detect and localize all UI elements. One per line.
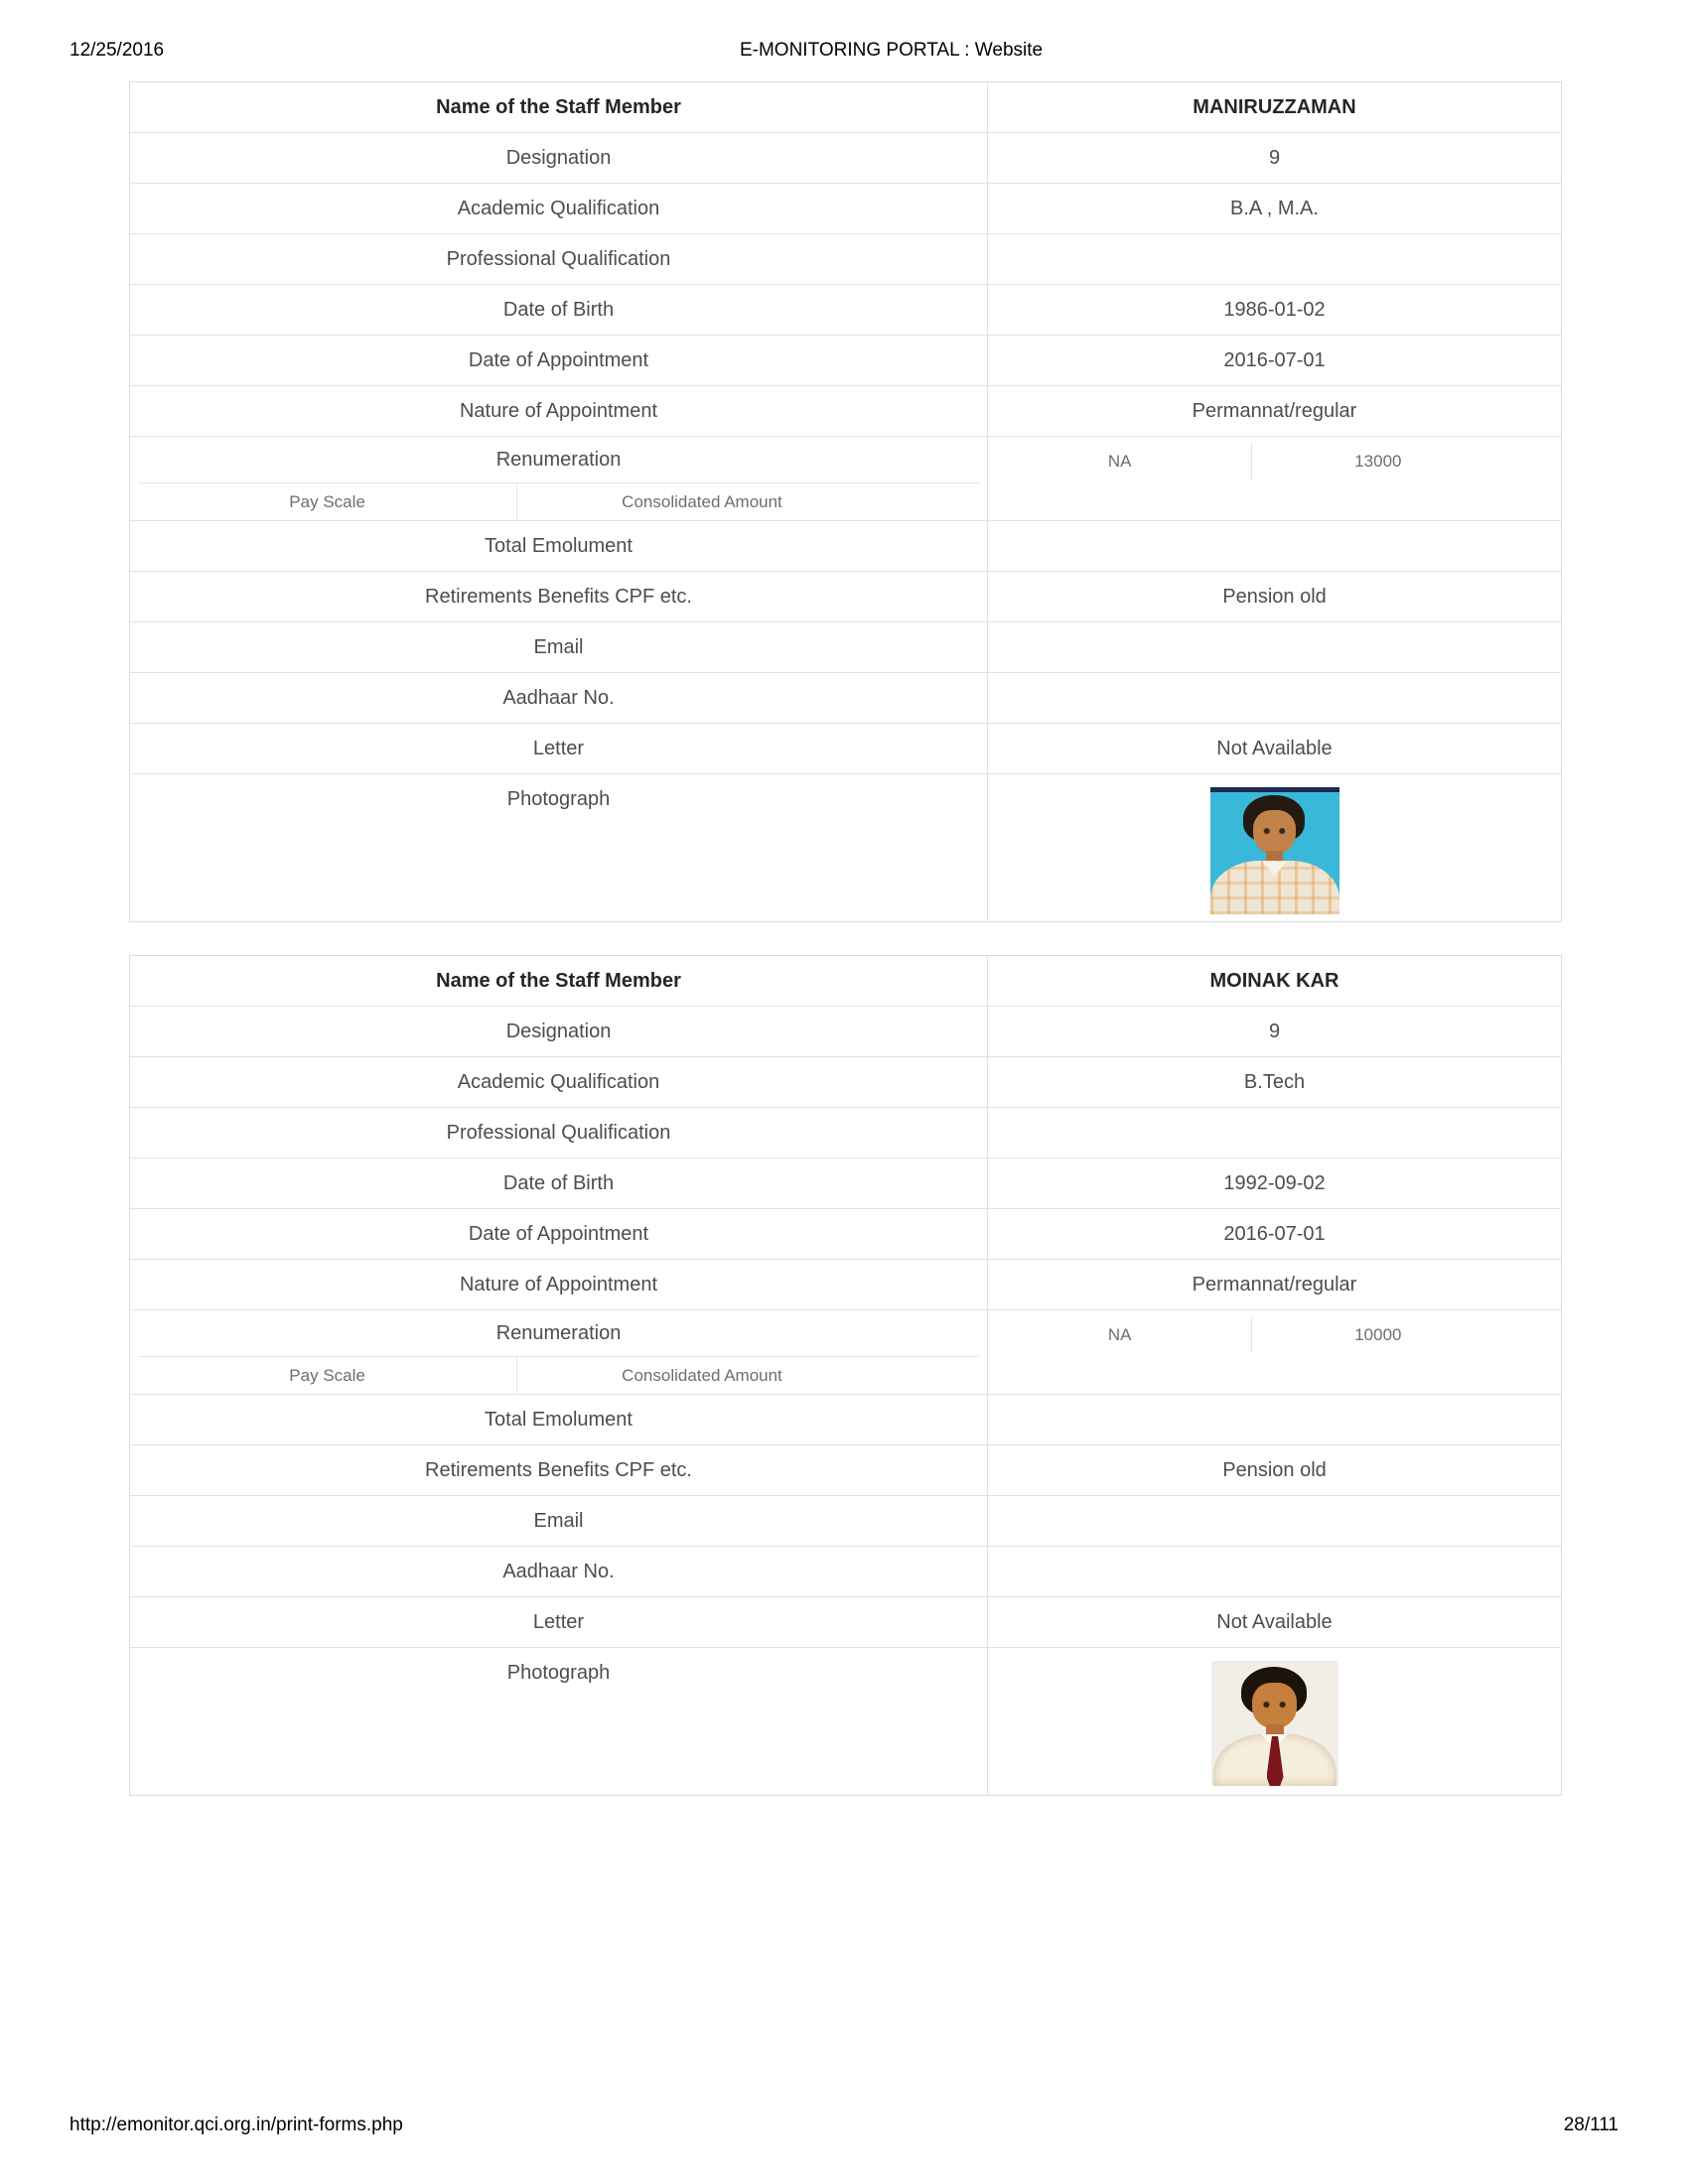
- table-row-photograph: [130, 774, 1561, 921]
- table-row: [130, 336, 1561, 386]
- table-row-renumeration: [130, 437, 1561, 521]
- table-row: [130, 1108, 1561, 1159]
- field-label-dob: Date of Birth: [130, 1159, 988, 1208]
- field-label-email: Email: [130, 1496, 988, 1546]
- field-label-doa: Date of Appointment: [130, 1209, 988, 1259]
- consolidated-amount-label: Consolidated Amount: [516, 483, 887, 520]
- pay-scale-label: Pay Scale: [289, 1365, 365, 1385]
- staff-email: [988, 1496, 1561, 1546]
- field-label-designation: Designation: [130, 1007, 988, 1056]
- field-label-email: Email: [130, 622, 988, 672]
- table-row: [130, 622, 1561, 673]
- staff-academic: B.A , M.A.: [1230, 197, 1319, 219]
- pay-scale-value: NA: [1107, 452, 1132, 471]
- field-label-aadhaar: Aadhaar No.: [130, 673, 988, 723]
- staff-academic: B.Tech: [1243, 1070, 1306, 1093]
- field-label-professional: Professional Qualification: [130, 234, 988, 284]
- renumeration-value-cell: [988, 437, 1561, 520]
- field-label-academic: Academic Qualification: [130, 184, 988, 233]
- table-row: [130, 234, 1561, 285]
- footer-url: http://emonitor.qci.org.in/print-forms.php: [70, 2115, 403, 2135]
- pay-scale-label: Pay Scale: [289, 491, 365, 511]
- renumeration-value-cell: [988, 1310, 1561, 1394]
- table-row: [130, 1395, 1561, 1445]
- table-row: [130, 572, 1561, 622]
- staff-professional: [988, 1108, 1561, 1158]
- consolidated-amount-value: 13000: [1251, 444, 1503, 479]
- field-label-aadhaar: Aadhaar No.: [130, 1547, 988, 1596]
- staff-doa: 2016-07-01: [1223, 1222, 1326, 1245]
- field-label-photograph: Photograph: [130, 774, 988, 921]
- table-row: [130, 1159, 1561, 1209]
- staff-nature: Permannat/regular: [1192, 399, 1357, 422]
- staff-photo: [1210, 787, 1339, 914]
- staff-letter: Not Available: [1216, 737, 1333, 759]
- staff-designation: 9: [1268, 1020, 1281, 1042]
- field-label-dob: Date of Birth: [130, 285, 988, 335]
- staff-table-1: [129, 81, 1562, 922]
- staff-table-2: [129, 955, 1562, 1796]
- staff-total-emolument: [988, 1395, 1561, 1444]
- table-row: [130, 521, 1561, 572]
- table-row-photograph: [130, 1648, 1561, 1795]
- table-row: [130, 133, 1561, 184]
- photo-top-strip: [1210, 787, 1339, 792]
- field-label-nature: Nature of Appointment: [130, 386, 988, 436]
- renumeration-label-cell: [130, 437, 988, 520]
- field-label-name: Name of the Staff Member: [130, 82, 988, 132]
- field-label-retirements: Retirements Benefits CPF etc.: [130, 1445, 988, 1495]
- staff-letter: Not Available: [1216, 1610, 1333, 1633]
- staff-retirements: Pension old: [1222, 585, 1327, 608]
- field-label-renumeration: Renumeration: [495, 1321, 622, 1344]
- table-row: [130, 184, 1561, 234]
- staff-doa: 2016-07-01: [1223, 348, 1326, 371]
- table-row: [130, 956, 1561, 1007]
- photo-face: [1253, 810, 1296, 854]
- photo-cell: [988, 774, 1561, 921]
- consolidated-amount-value: 10000: [1251, 1317, 1503, 1353]
- pay-scale-value: NA: [1107, 1325, 1132, 1344]
- table-row: [130, 1209, 1561, 1260]
- table-row: [130, 285, 1561, 336]
- print-date: 12/25/2016: [70, 40, 165, 61]
- field-label-retirements: Retirements Benefits CPF etc.: [130, 572, 988, 621]
- field-label-academic: Academic Qualification: [130, 1057, 988, 1107]
- staff-dob: 1992-09-02: [1223, 1171, 1326, 1194]
- staff-name: MANIRUZZAMAN: [1193, 95, 1356, 118]
- field-label-total-emolument: Total Emolument: [130, 521, 988, 571]
- print-header: [70, 40, 1618, 62]
- staff-nature: Permannat/regular: [1192, 1273, 1357, 1296]
- field-label-total-emolument: Total Emolument: [130, 1395, 988, 1444]
- staff-name: MOINAK KAR: [1209, 969, 1339, 992]
- field-label-letter: Letter: [130, 1597, 988, 1647]
- print-footer: [70, 2115, 1618, 2136]
- field-label-renumeration: Renumeration: [495, 448, 622, 471]
- field-label-photograph: Photograph: [130, 1648, 988, 1795]
- table-row: [130, 724, 1561, 774]
- photo-cell: [988, 1648, 1561, 1795]
- footer-page-number: 28/111: [1563, 2115, 1618, 2135]
- staff-total-emolument: [988, 521, 1561, 571]
- staff-photo: [1211, 1661, 1338, 1786]
- table-row: [130, 1597, 1561, 1648]
- table-row: [130, 1260, 1561, 1310]
- table-row: [130, 82, 1561, 133]
- table-row: [130, 1547, 1561, 1597]
- staff-email: [988, 622, 1561, 672]
- staff-aadhaar: [988, 1547, 1561, 1596]
- field-label-nature: Nature of Appointment: [130, 1260, 988, 1309]
- table-row: [130, 1445, 1561, 1496]
- staff-dob: 1986-01-02: [1223, 298, 1326, 321]
- consolidated-amount-label: Consolidated Amount: [516, 1357, 887, 1394]
- table-row: [130, 386, 1561, 437]
- field-label-doa: Date of Appointment: [130, 336, 988, 385]
- staff-professional: [988, 234, 1561, 284]
- staff-designation: 9: [1268, 146, 1281, 169]
- page-title: E-MONITORING PORTAL : Website: [739, 40, 1044, 61]
- staff-retirements: Pension old: [1222, 1458, 1327, 1481]
- table-row-renumeration: [130, 1310, 1561, 1395]
- field-label-professional: Professional Qualification: [130, 1108, 988, 1158]
- table-row: [130, 1057, 1561, 1108]
- table-row: [130, 1007, 1561, 1057]
- table-row: [130, 1496, 1561, 1547]
- field-label-designation: Designation: [130, 133, 988, 183]
- renumeration-label-cell: [130, 1310, 988, 1394]
- field-label-name: Name of the Staff Member: [130, 956, 988, 1006]
- staff-aadhaar: [988, 673, 1561, 723]
- field-label-letter: Letter: [130, 724, 988, 773]
- photo-face: [1252, 1683, 1297, 1728]
- table-row: [130, 673, 1561, 724]
